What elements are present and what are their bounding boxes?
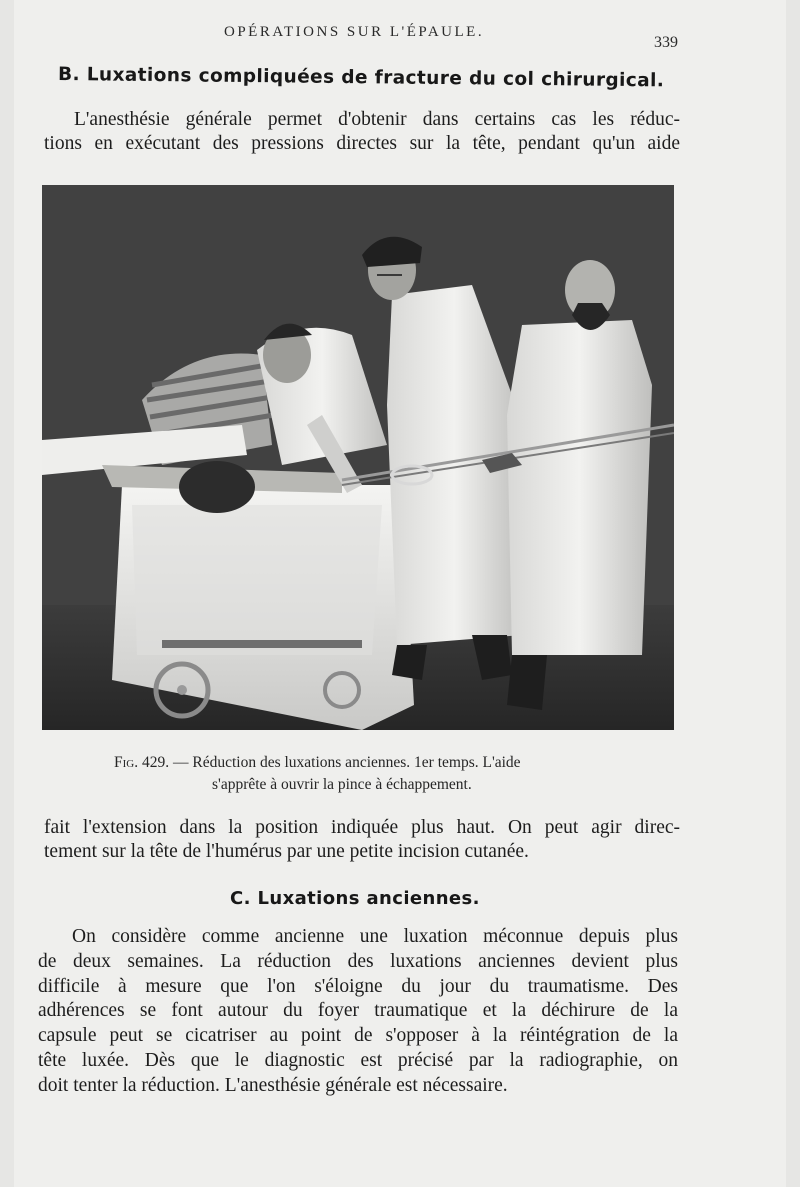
caption-line-1 xyxy=(114,752,614,774)
figure-label: Fig. 429. xyxy=(114,754,170,771)
paragraph-line: doit tenter la réduction. L'anesthésie générale est nécessaire. xyxy=(38,1074,508,1096)
paragraph-line: On considère comme ancienne une luxation méconnue depuis plus xyxy=(72,926,678,947)
surgery-photo-illustration xyxy=(42,185,674,730)
paragraph-line: L'anesthésie générale permet d'obtenir dans certains cas les réduc- xyxy=(74,109,680,130)
paragraph-line: adhérences se font autour du foyer traumatique et la déchirure de la xyxy=(38,1000,678,1022)
paragraph-line: de deux semaines. La réduction des luxations anciennes devient plus xyxy=(38,950,678,972)
book-page xyxy=(14,0,786,1187)
figure-caption xyxy=(114,752,614,796)
caption-line-2: s'apprête à ouvrir la pince à échappement. xyxy=(212,776,472,793)
paragraph-line: fait l'extension dans la position indiquée plus haut. On peut agir direc- xyxy=(44,817,680,838)
paragraph-continuation xyxy=(44,816,680,864)
figure-photograph xyxy=(42,185,674,730)
section-title-c: C. Luxations anciennes. xyxy=(230,888,480,909)
paragraph-b xyxy=(44,108,680,156)
paragraph-c xyxy=(38,925,678,1099)
caption-text-1: — Réduction des luxations anciennes. 1er temps. L'aide xyxy=(169,754,521,771)
page-number: 339 xyxy=(654,34,678,51)
section-title-b: B. Luxations compliquées de fracture du col chirurgical. xyxy=(57,64,665,92)
paragraph-line: capsule peut se cicatriser au point de s'opposer à la réintégration de la xyxy=(38,1025,678,1047)
paragraph-line: difficile à mesure que l'on s'éloigne du jour du traumatisme. Des xyxy=(38,975,678,997)
paragraph-line: tête luxée. Dès que le diagnostic est précisé par la radiographie, on xyxy=(38,1049,678,1071)
paragraph-line: tement sur la tête de l'humérus par une petite incision cutanée. xyxy=(44,841,529,862)
paragraph-line: tions en exécutant des pressions directes sur la tête, pendant qu'un aide xyxy=(44,133,680,154)
running-title: OPÉRATIONS SUR L'ÉPAULE. xyxy=(224,24,485,40)
